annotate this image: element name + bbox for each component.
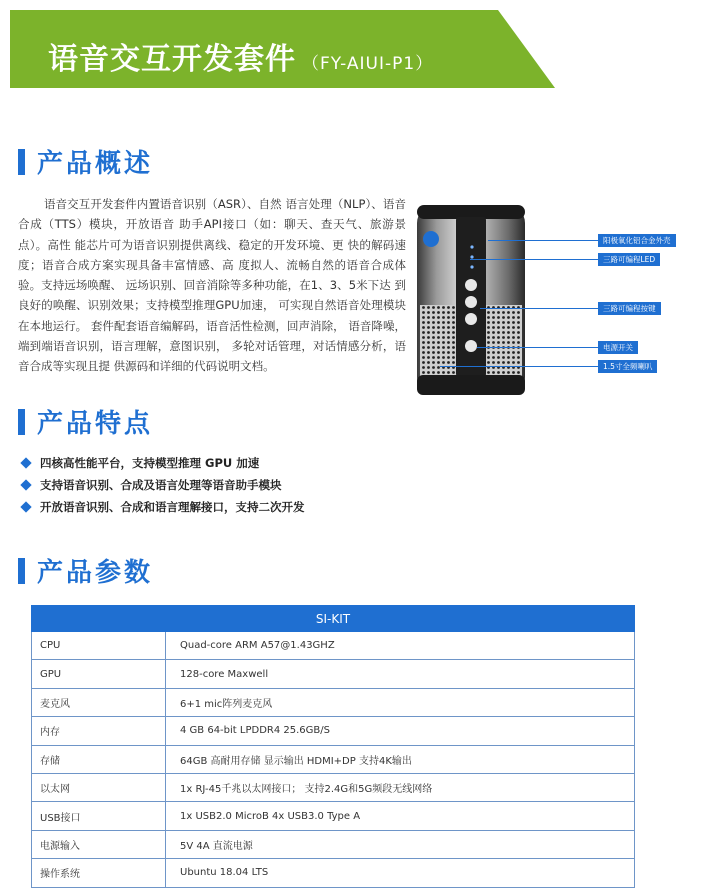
spec-table	[31, 605, 635, 888]
spec-value: 1x RJ-45千兆以太网接口； 支持2.4G和5G频段无线网络	[166, 773, 635, 801]
overview-heading-text: 产品概述	[37, 149, 154, 179]
model-number: （FY-AIUI-P1）	[302, 54, 434, 74]
table-header: SI-KIT	[32, 606, 635, 632]
callout-line	[480, 308, 598, 309]
table-row	[32, 660, 635, 688]
table-row	[32, 859, 635, 887]
table-row	[32, 802, 635, 830]
table-row	[32, 745, 635, 773]
spec-key: GPU	[32, 660, 166, 688]
table-row	[32, 632, 635, 660]
feature-text: 开放语音识别、合成和语言理解接口，支持二次开发	[40, 500, 305, 514]
heading-bar	[18, 409, 25, 435]
features-heading	[18, 403, 153, 440]
spec-key: 以太网	[32, 773, 166, 801]
params-heading	[18, 552, 153, 589]
spec-value: 5V 4A 直流电源	[166, 830, 635, 858]
table-row	[32, 717, 635, 745]
page-title	[48, 34, 433, 78]
feature-item	[20, 496, 305, 518]
table-row	[32, 830, 635, 858]
spec-value: 1x USB2.0 MicroB 4x USB3.0 Type A	[166, 802, 635, 830]
callout-line	[470, 259, 598, 260]
callout-speaker: 1.5寸全频喇叭	[598, 360, 657, 373]
callout-shell: 阳极氧化铝合金外壳	[598, 234, 676, 247]
features-heading-text: 产品特点	[37, 409, 154, 439]
feature-list	[20, 452, 305, 518]
feature-item	[20, 452, 305, 474]
spec-key: USB接口	[32, 802, 166, 830]
spec-value: 64GB 高耐用存储 显示输出 HDMI+DP 支持4K输出	[166, 745, 635, 773]
diamond-bullet-icon	[20, 457, 31, 468]
spec-value: Quad-core ARM A57@1.43GHZ	[166, 632, 635, 660]
spec-key: CPU	[32, 632, 166, 660]
spec-key: 内存	[32, 717, 166, 745]
diamond-bullet-icon	[20, 501, 31, 512]
callout-line	[440, 366, 598, 367]
callout-line	[477, 347, 598, 348]
heading-bar	[18, 558, 25, 584]
title-banner	[10, 10, 555, 88]
spec-value: Ubuntu 18.04 LTS	[166, 859, 635, 887]
spec-key: 麦克风	[32, 688, 166, 716]
heading-bar	[18, 149, 25, 175]
feature-text: 支持语音识别、合成及语言处理等语音助手模块	[40, 478, 282, 492]
callout-line	[488, 240, 598, 241]
spec-value: 4 GB 64-bit LPDDR4 25.6GB/S	[166, 717, 635, 745]
spec-value: 6+1 mic阵列麦克风	[166, 688, 635, 716]
callout-buttons: 三路可编程按键	[598, 302, 661, 315]
overview-paragraph: 语音交互开发套件内置语音识别（ASR）、自然 语言处理（NLP）、语音合成（TTS）模块，开放语音 助手API接口（如：聊天、查天气、旅游景点）。高性 能芯片可为语音识别提供离线、稳定的开发环境、更 快的解码速度；语音合成方案实现具备丰富情感、高 度拟人、流畅自然的语音合成体验。支持远场唤醒、 远场识别、回音消除等多种功能，在1、3、5米下达 到良好的唤醒、识别效果；支持模型推理GPU加速， 可实现自然语音处理模块在本地运行。 套件配套语音编解码，语音活性检测，回声消除， 语音降噪，端到端语音识别，语言理解，意图识别， 多轮对话管理，对话情感分析，语音合成等实现且提 供源码和详细的代码说明文档。	[18, 197, 406, 374]
spec-key: 操作系统	[32, 859, 166, 887]
callout-led: 三路可编程LED	[598, 253, 660, 266]
table-row	[32, 773, 635, 801]
spec-value: 128-core Maxwell	[166, 660, 635, 688]
table-row	[32, 688, 635, 716]
spec-key: 存储	[32, 745, 166, 773]
feature-text: 四核高性能平台，支持模型推理 GPU 加速	[40, 456, 260, 470]
feature-item	[20, 474, 305, 496]
title-text: 语音交互开发套件	[48, 42, 296, 77]
overview-heading	[18, 143, 153, 180]
diamond-bullet-icon	[20, 479, 31, 490]
spec-key: 电源输入	[32, 830, 166, 858]
params-heading-text: 产品参数	[37, 558, 154, 588]
callout-power: 电源开关	[598, 341, 638, 354]
